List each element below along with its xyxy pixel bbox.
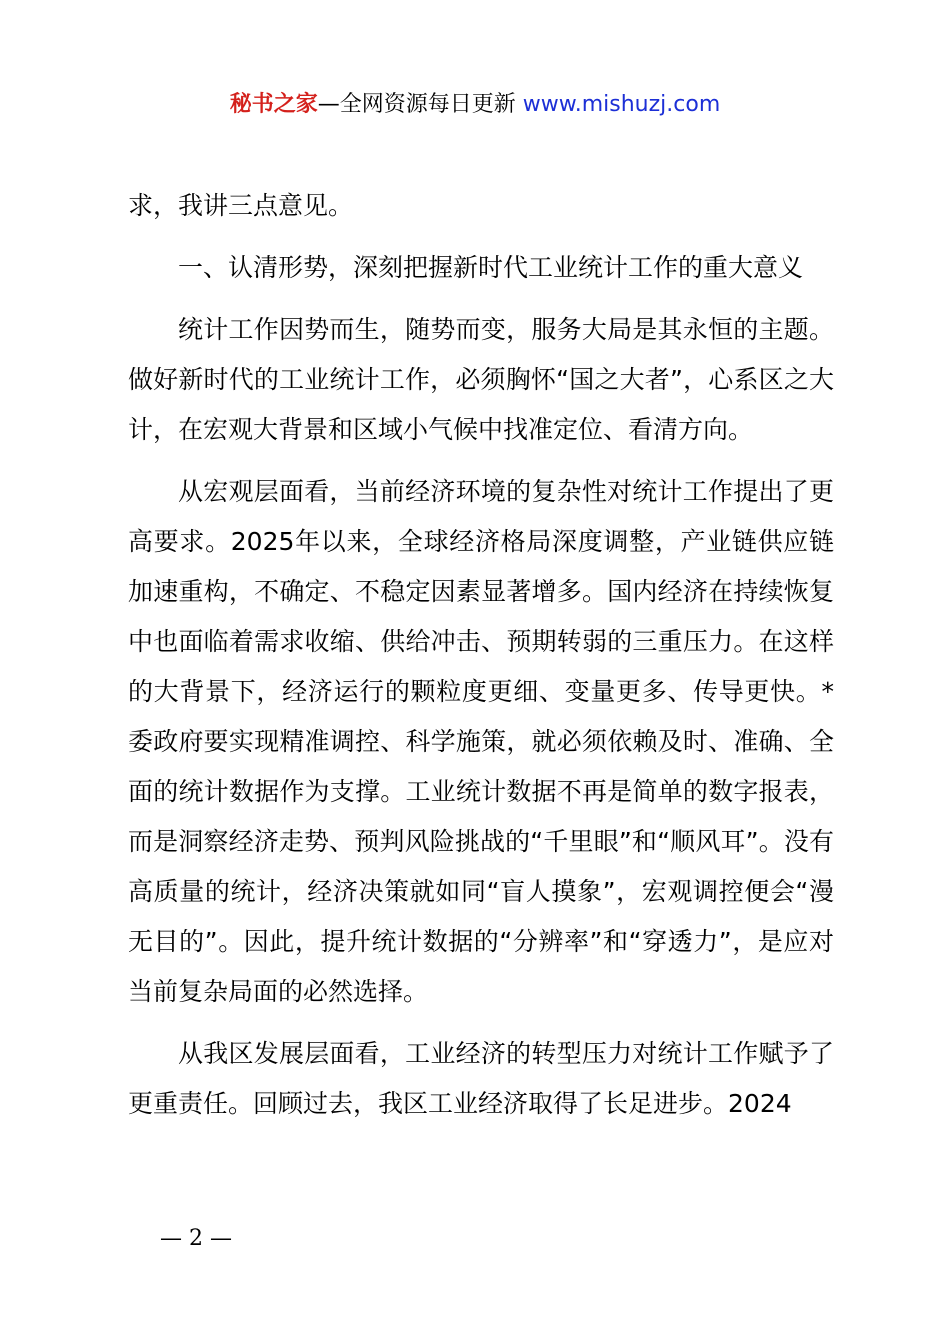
page-header	[0, 88, 950, 122]
header-tagline: —全网资源每日更新	[317, 92, 516, 117]
paragraph: 从宏观层面看，当前经济环境的复杂性对统计工作提出了更高要求。2025年以来，全球经济格局深度调整，产业链供应链加速重构，不确定、不稳定因素显著增多。国内经济在持续恢复中也面临着需求收缩、供给冲击、预期转弱的三重压力。在这样的大背景下，经济运行的颗粒度更细、变量更多、传导更快。*委政府要实现精准调控、科学施策，就必须依赖及时、准确、全面的统计数据作为支撑。工业统计数据不再是简单的数字报表，而是洞察经济走势、预判风险挑战的“千里眼”和“顺风耳”。没有高质量的统计，经济决策就如同“盲人摸象”，宏观调控便会“漫无目的”。因此，提升统计数据的“分辨率”和“穿透力”，是应对当前复杂局面的必然选择。	[128, 477, 834, 1006]
site-url-link[interactable]: www.mishuzj.com	[522, 92, 721, 117]
page-number: — 2 —	[160, 1226, 232, 1251]
section-heading: 一、认清形势，深刻把握新时代工业统计工作的重大意义	[178, 253, 804, 282]
brand-name: 秘书之家	[229, 92, 318, 117]
document-body	[128, 181, 834, 1141]
paragraph: 从我区发展层面看，工业经济的转型压力对统计工作赋予了更重责任。回顾过去，我区工业经济取得了长足进步。2024	[128, 1039, 834, 1118]
paragraph: 统计工作因势而生，随势而变，服务大局是其永恒的主题。做好新时代的工业统计工作，必须胸怀“国之大者”，心系区之大计，在宏观大背景和区域小气候中找准定位、看清方向。	[128, 315, 834, 444]
paragraph-continuation: 求，我讲三点意见。	[128, 191, 354, 220]
